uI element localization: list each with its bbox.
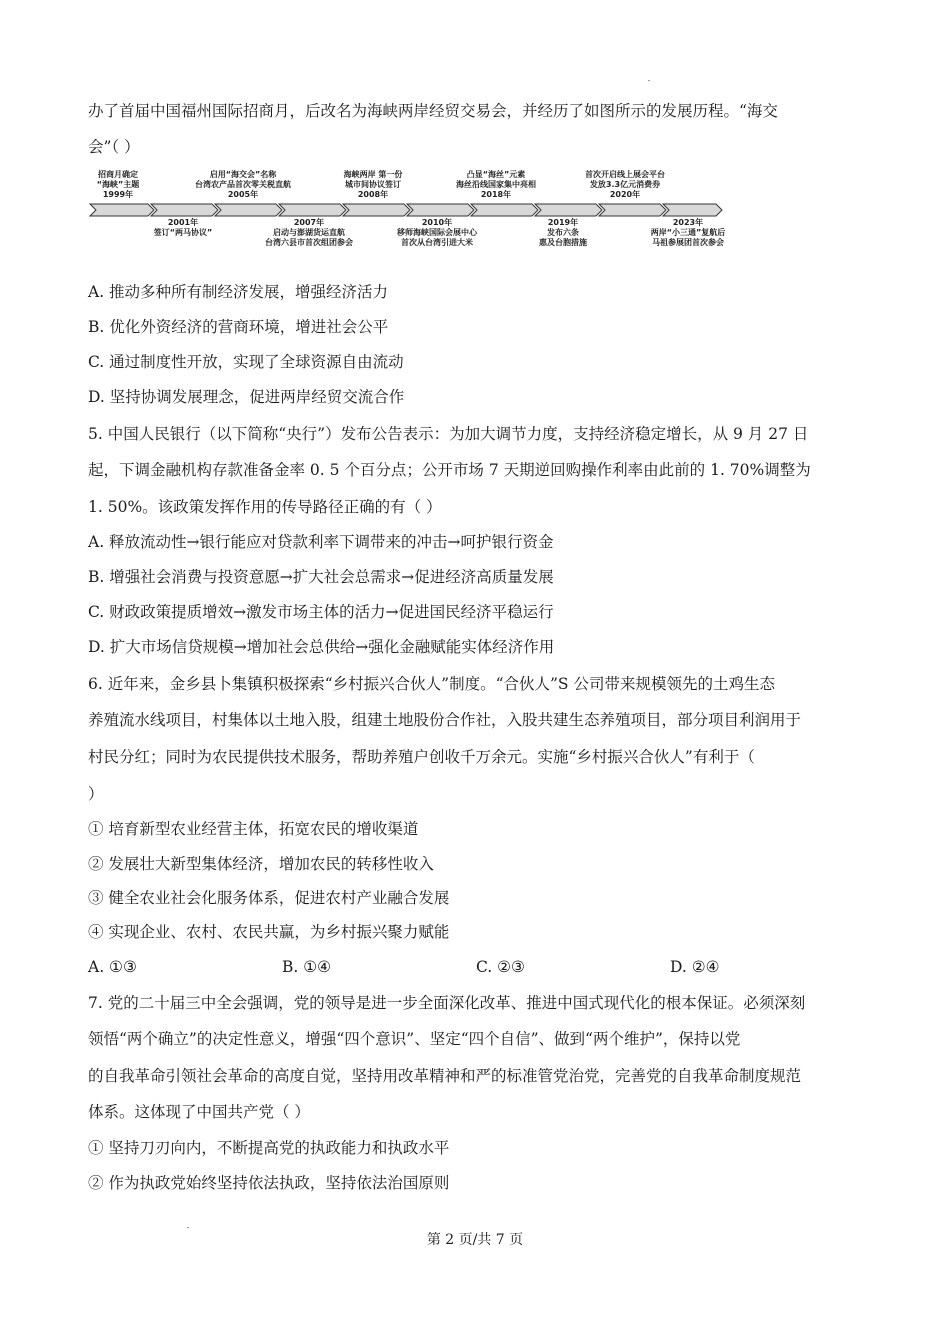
arrow-2001 <box>151 204 218 216</box>
q5-option-c: C. 财政政策提质增效→激发市场主体的活力→促进国民经济平稳运行 <box>88 603 554 621</box>
q6-choice-b: B. ①④ <box>282 958 332 976</box>
q7-stem-line-2: 领悟“两个确立”的决定性意义，增强“四个意识”、坚定“四个自信”、做到“两个维护”，保持以党 <box>88 1030 741 1048</box>
q7-stem-line-3: 的自我革命引领社会革命的高度自觉，坚持用改革精神和严的标准管党治党，完善党的自我革命制度规范 <box>88 1067 802 1085</box>
q6-statement-2: ② 发展壮大新型集体经济，增加农民的转移性收入 <box>88 855 434 873</box>
q4-option-c: C. 通过制度性开放，实现了全球资源自由流动 <box>88 353 404 371</box>
arrow-2007 <box>279 204 346 216</box>
q6-stem-line-4: ） <box>88 785 104 803</box>
arrow-2005 <box>215 204 282 216</box>
tl-2020: 首次开启线上展会平台 发放3.3亿元消费券 2020年 <box>585 170 665 199</box>
tl-2010: 2010年 移师海峡国际会展中心 首次从台湾引进大米 <box>397 218 477 247</box>
q7-statement-2: ② 作为执政党始终坚持依法执政，坚持依法治国原则 <box>88 1174 450 1192</box>
q6-choice-d: D. ②④ <box>670 958 720 976</box>
q5-stem-line-3: 1. 50%。该政策发挥作用的传导路径正确的有（ ） <box>88 498 442 516</box>
tl-1999: 招商月确定 “海峡”主题 1999年 <box>96 170 140 199</box>
q6-statement-1: ① 培育新型农业经营主体，拓宽农民的增收渠道 <box>88 820 419 838</box>
q4-option-d: D. 坚持协调发展理念，促进两岸经贸交流合作 <box>88 388 405 406</box>
scan-mark <box>648 80 650 81</box>
page-footer: 第 2 页/共 7 页 <box>426 1232 524 1248</box>
q5-option-b: B. 增强社会消费与投资意愿→扩大社会总需求→促进经济高质量发展 <box>88 568 554 586</box>
arrow-2023 <box>663 204 722 216</box>
scan-mark <box>187 1227 189 1228</box>
q5-option-d: D. 扩大市场信贷规模→增加社会总供给→强化金融赋能实体经济作用 <box>88 638 555 656</box>
q6-choice-c: C. ②③ <box>476 958 525 976</box>
arrow-1999 <box>90 204 154 216</box>
q6-statement-4: ④ 实现企业、农村、农民共赢，为乡村振兴聚力赋能 <box>88 923 450 941</box>
q5-stem-line-2: 起，下调金融机构存款准备金率 0. 5 个百分点；公开市场 7 天期逆回购操作利率由此前的 1. 70%调整为 <box>88 461 811 479</box>
tl-2001: 2001年 签订“两马协议” <box>153 218 213 237</box>
q7-statement-1: ① 坚持刀刃向内，不断提高党的执政能力和执政水平 <box>88 1139 450 1157</box>
q6-stem-line-1: 6. 近年来，金乡县卜集镇积极探索“乡村振兴合伙人”制度。“合伙人”S 公司带来规模领先的土鸡生态 <box>88 675 775 693</box>
arrow-2010 <box>407 204 474 216</box>
tl-2008: 海峡两岸 第一份 城市间协议签订 2008年 <box>343 170 403 199</box>
q6-stem-line-3: 村民分红；同时为农民提供技术服务，帮助养殖户创收千万余元。实施“乡村振兴合伙人”有利于（ <box>88 748 755 766</box>
tl-2023: 2023年 两岸“小三通”复航后 马祖参展团首次参会 <box>650 218 726 247</box>
q4-option-b: B. 优化外资经济的营商环境，增进社会公平 <box>88 318 389 336</box>
q4-option-a: A. 推动多种所有制经济发展，增强经济活力 <box>88 283 389 301</box>
q5-stem-line-1: 5. 中国人民银行（以下简称“央行”）发布公告表示：为加大调节力度，支持经济稳定增长，从 9 月 27 日 <box>88 425 809 443</box>
q6-choice-a: A. ①③ <box>88 958 137 976</box>
q5-option-a: A. 释放流动性→银行能应对贷款利率下调带来的冲击→呵护银行资金 <box>88 533 554 551</box>
arrow-2020 <box>599 204 666 216</box>
arrow-2008 <box>343 204 410 216</box>
q6-statement-3: ③ 健全农业社会化服务体系，促进农村产业融合发展 <box>88 889 450 907</box>
tl-2018: 凸显“海丝”元素 海丝沿线国家集中亮相 2018年 <box>456 170 536 199</box>
tl-2019: 2019年 发布六条 惠及台胞措施 <box>539 218 587 247</box>
timeline-figure <box>88 168 738 252</box>
arrow-2019 <box>535 204 602 216</box>
tl-2005: 启用“海交会”名称 台湾农产品首次零关税直航 2005年 <box>195 170 291 199</box>
q7-stem-line-1: 7. 党的二十届三中全会强调，党的领导是进一步全面深化改革、推进中国式现代化的根本保证。必须深刻 <box>88 994 806 1012</box>
q7-stem-line-4: 体系。这体现了中国共产党（ ） <box>88 1103 310 1121</box>
tl-2007: 2007年 启动与澎湖货运直航 台湾六县市首次组团参会 <box>265 218 353 247</box>
q4-stem-line-1: 办了首届中国福州国际招商月，后改名为海峡两岸经贸交易会，并经历了如图所示的发展历程。“海交 <box>88 102 778 120</box>
arrow-2018 <box>471 204 538 216</box>
q6-stem-line-2: 养殖流水线项目，村集体以土地入股，组建土地股份合作社，入股共建生态养殖项目，部分项目利润用于 <box>88 711 802 729</box>
q4-stem-line-2: 会”（ ） <box>88 138 140 156</box>
